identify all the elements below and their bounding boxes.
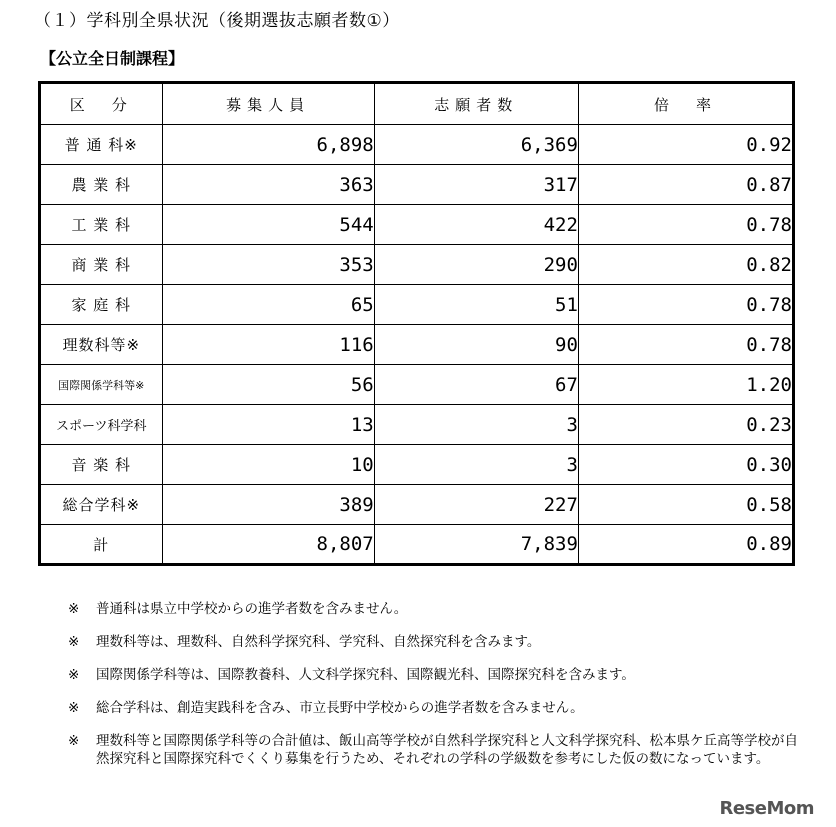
page-title: （１）学科別全県状況（後期選抜志願者数①） xyxy=(34,11,400,31)
note-text: 国際関係学科等は、国際教養科、人文科学探究科、国際観光科、国際探究科を含みます。 xyxy=(96,667,635,683)
table-row xyxy=(40,285,794,325)
note-item xyxy=(68,633,808,651)
header-capacity: 募集人員 xyxy=(162,83,374,125)
row-ratio: 0.87 xyxy=(578,165,793,205)
row-ratio: 0.78 xyxy=(578,205,793,245)
row-applicants: 6,369 xyxy=(374,125,578,165)
row-capacity: 10 xyxy=(162,445,374,485)
row-applicants: 422 xyxy=(374,205,578,245)
row-applicants: 67 xyxy=(374,365,578,405)
row-category: 家 庭 科 xyxy=(40,285,163,325)
row-ratio: 0.30 xyxy=(578,445,793,485)
note-text: 普通科は県立中学校からの進学者数を含みません。 xyxy=(96,601,408,617)
row-applicants: 51 xyxy=(374,285,578,325)
table-row xyxy=(40,165,794,205)
row-applicants: 3 xyxy=(374,405,578,445)
row-ratio: 0.58 xyxy=(578,485,793,525)
row-ratio: 0.92 xyxy=(578,125,793,165)
table-row xyxy=(40,485,794,525)
note-mark: ※ xyxy=(68,601,80,617)
note-mark: ※ xyxy=(68,733,80,749)
table-total-row xyxy=(40,525,794,565)
note-text: 理数科等は、理数科、自然科学探究科、学究科、自然探究科を含みます。 xyxy=(96,634,541,650)
note-item xyxy=(68,666,808,684)
row-category: 工 業 科 xyxy=(40,205,163,245)
row-category: 音 楽 科 xyxy=(40,445,163,485)
row-capacity: 56 xyxy=(162,365,374,405)
watermark-logo: ReseMom xyxy=(719,798,814,819)
table-row xyxy=(40,245,794,285)
note-item xyxy=(68,699,808,717)
note-mark: ※ xyxy=(68,667,80,683)
note-mark: ※ xyxy=(68,634,80,650)
row-category: 理数科等※ xyxy=(40,325,163,365)
note-text: 総合学科は、創造実践科を含み、市立長野中学校からの進学者数を含みません。 xyxy=(96,700,584,716)
table-row xyxy=(40,205,794,245)
row-capacity: 544 xyxy=(162,205,374,245)
row-category: 普 通 科※ xyxy=(40,125,163,165)
note-text: 理数科等と国際関係学科等の合計値は、飯山高等学校が自然科学探究科と人文科学探究科、松本県ケ丘高等学校が自然探究科と国際探究科でくくり募集を行うため、それぞれの学科の学級数を参考にした仮の数になっています。 xyxy=(96,733,798,767)
row-applicants: 227 xyxy=(374,485,578,525)
row-category: 総合学科※ xyxy=(40,485,163,525)
row-ratio: 0.89 xyxy=(578,525,793,565)
header-ratio: 倍 率 xyxy=(578,83,793,125)
section-title: 【公立全日制課程】 xyxy=(40,49,185,68)
table-row xyxy=(40,445,794,485)
table-row xyxy=(40,125,794,165)
row-capacity: 13 xyxy=(162,405,374,445)
notes-section xyxy=(68,600,808,783)
header-applicants: 志願者数 xyxy=(374,83,578,125)
row-applicants: 90 xyxy=(374,325,578,365)
row-ratio: 0.82 xyxy=(578,245,793,285)
row-capacity: 6,898 xyxy=(162,125,374,165)
row-category: 国際関係学科等※ xyxy=(40,365,163,405)
note-mark: ※ xyxy=(68,700,80,716)
row-capacity: 116 xyxy=(162,325,374,365)
row-capacity: 389 xyxy=(162,485,374,525)
header-category: 区 分 xyxy=(40,83,163,125)
row-applicants: 3 xyxy=(374,445,578,485)
table-row xyxy=(40,325,794,365)
table-row xyxy=(40,405,794,445)
row-applicants: 7,839 xyxy=(374,525,578,565)
row-applicants: 317 xyxy=(374,165,578,205)
row-capacity: 363 xyxy=(162,165,374,205)
table-row xyxy=(40,365,794,405)
row-category: 農 業 科 xyxy=(40,165,163,205)
row-capacity: 353 xyxy=(162,245,374,285)
row-applicants: 290 xyxy=(374,245,578,285)
row-capacity: 8,807 xyxy=(162,525,374,565)
row-category: 計 xyxy=(40,525,163,565)
row-category: 商 業 科 xyxy=(40,245,163,285)
row-ratio: 0.23 xyxy=(578,405,793,445)
row-capacity: 65 xyxy=(162,285,374,325)
table-header-row xyxy=(40,83,794,125)
row-category: スポーツ科学科 xyxy=(40,405,163,445)
row-ratio: 0.78 xyxy=(578,285,793,325)
note-item xyxy=(68,732,808,768)
row-ratio: 1.20 xyxy=(578,365,793,405)
stats-table xyxy=(38,81,795,566)
row-ratio: 0.78 xyxy=(578,325,793,365)
note-item xyxy=(68,600,808,618)
